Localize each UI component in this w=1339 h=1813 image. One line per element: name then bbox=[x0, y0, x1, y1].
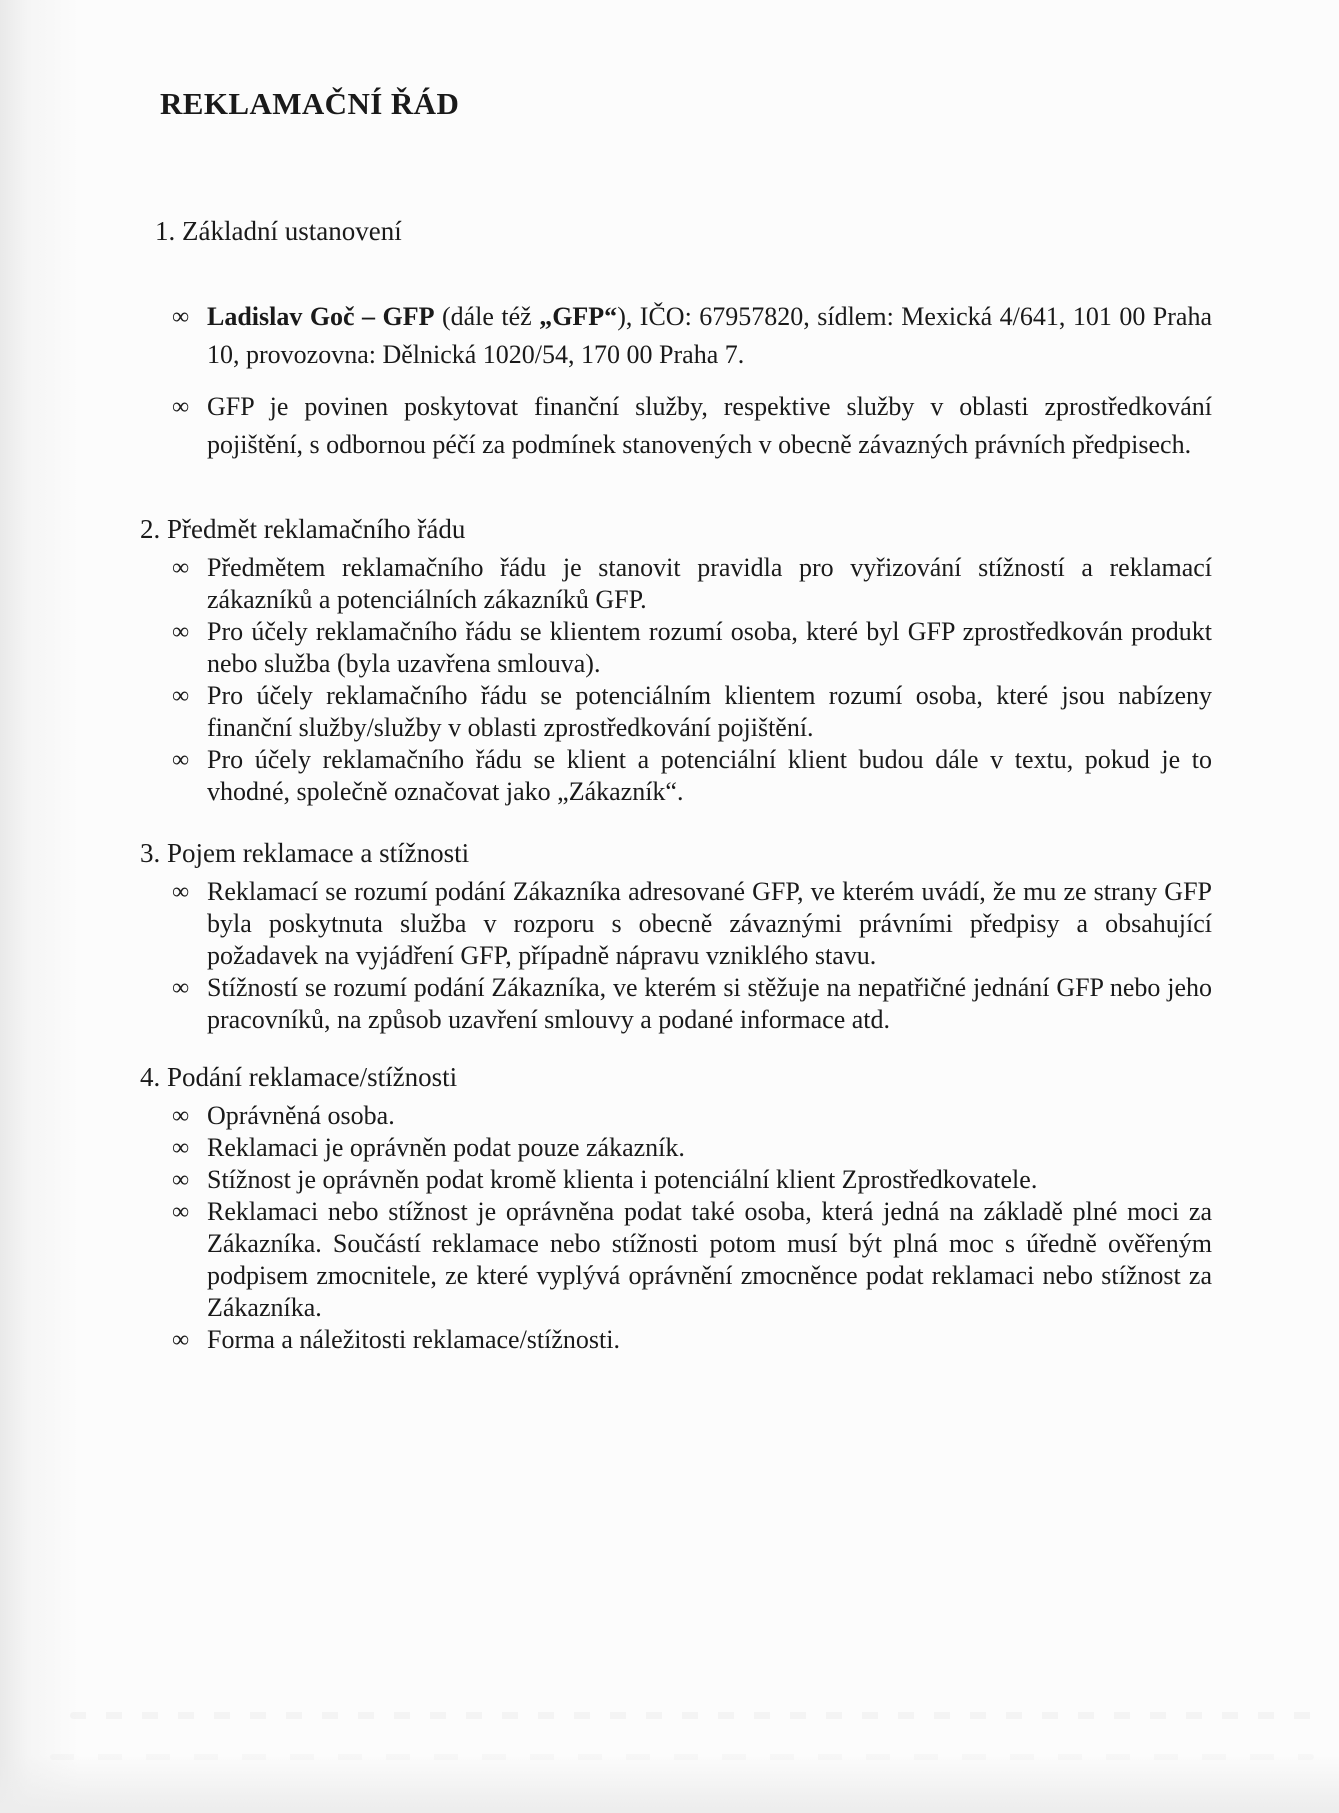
bullet-list bbox=[172, 298, 1339, 464]
list-item bbox=[172, 388, 1339, 464]
bold-text-segment: „GFP“ bbox=[539, 302, 618, 331]
list-item bbox=[172, 972, 1339, 1036]
section bbox=[0, 836, 1339, 1036]
list-item bbox=[172, 616, 1339, 680]
infinity-bullet-icon: ∞ bbox=[172, 1199, 190, 1225]
bullet-list bbox=[172, 1100, 1339, 1356]
bullet-text bbox=[207, 298, 1212, 374]
bullet-text bbox=[207, 1324, 1212, 1356]
infinity-bullet-icon: ∞ bbox=[172, 555, 190, 581]
section bbox=[0, 1060, 1339, 1356]
infinity-bullet-icon: ∞ bbox=[172, 304, 190, 330]
list-item bbox=[172, 298, 1339, 374]
text-segment: Pro účely reklamačního řádu se potenciálním klientem rozumí osoba, které jsou nabízeny finanční služby/služby v oblasti zprostředkování pojištění. bbox=[207, 681, 1212, 742]
section-heading: 2. Předmět reklamačního řádu bbox=[140, 514, 466, 544]
document-body bbox=[0, 214, 1339, 1356]
list-item bbox=[172, 552, 1339, 616]
infinity-bullet-icon: ∞ bbox=[172, 747, 190, 773]
bullet-text bbox=[207, 744, 1212, 808]
bullet-text bbox=[207, 972, 1212, 1036]
list-item bbox=[172, 1100, 1339, 1132]
bullet-text bbox=[207, 1164, 1212, 1196]
section-heading: 3. Pojem reklamace a stížnosti bbox=[140, 838, 470, 868]
bullet-text bbox=[207, 876, 1212, 972]
text-segment: Pro účely reklamačního řádu se klient a potenciální klient budou dále v textu, pokud je to vhodné, společně označovat jako „Zákazník“. bbox=[207, 745, 1212, 806]
infinity-bullet-icon: ∞ bbox=[172, 1167, 190, 1193]
section-heading: 1. Základní ustanovení bbox=[155, 216, 402, 246]
bullet-text bbox=[207, 1132, 1212, 1164]
text-segment: (dále též bbox=[434, 302, 540, 331]
text-segment: GFP je povinen poskytovat finanční služby, respektive služby v oblasti zprostředkování pojištění, s odbornou péčí za podmínek stanovených v obecně závazných právních předpisech. bbox=[207, 392, 1212, 459]
text-segment: Forma a náležitosti reklamace/stížnosti. bbox=[207, 1325, 620, 1354]
infinity-bullet-icon: ∞ bbox=[172, 619, 190, 645]
bullet-text bbox=[207, 680, 1212, 744]
list-item bbox=[172, 1164, 1339, 1196]
infinity-bullet-icon: ∞ bbox=[172, 879, 190, 905]
document-title: REKLAMAČNÍ ŘÁD bbox=[160, 86, 460, 121]
bullet-text bbox=[207, 616, 1212, 680]
list-item bbox=[172, 876, 1339, 972]
infinity-bullet-icon: ∞ bbox=[172, 1103, 190, 1129]
list-item bbox=[172, 744, 1339, 808]
bullet-text bbox=[207, 1100, 1212, 1132]
scan-artifact-row bbox=[50, 1754, 1314, 1760]
list-item bbox=[172, 680, 1339, 744]
text-segment: ), IČO: 67957820, sídlem: Mexická 4/641, 101 00 Praha 10, provozovna: Dělnická 1020/54, 170 00 Praha 7. bbox=[207, 302, 1212, 369]
text-segment: Stížností se rozumí podání Zákazníka, ve kterém si stěžuje na nepatřičné jednání GFP nebo jeho pracovníků, na způsob uzavření smlouvy a podané informace atd. bbox=[207, 973, 1212, 1034]
text-segment: Reklamaci nebo stížnost je oprávněna podat také osoba, která jedná na základě plné moci za Zákazníka. Součástí reklamace nebo stížnosti potom musí být plná moc s úředně ověřeným podpisem zmocnitele, ze které vyplývá oprávnění zmocněnce podat reklamaci nebo stížnost za Zákazníka. bbox=[207, 1197, 1212, 1322]
text-segment: Oprávněná osoba. bbox=[207, 1101, 395, 1130]
infinity-bullet-icon: ∞ bbox=[172, 394, 190, 420]
infinity-bullet-icon: ∞ bbox=[172, 683, 190, 709]
infinity-bullet-icon: ∞ bbox=[172, 1135, 190, 1161]
bold-text-segment: Ladislav Goč – GFP bbox=[207, 302, 435, 331]
bullet-text bbox=[207, 388, 1212, 464]
text-segment: Stížnost je oprávněn podat kromě klienta i potenciální klient Zprostředkovatele. bbox=[207, 1165, 1038, 1194]
text-segment: Předmětem reklamačního řádu je stanovit pravidla pro vyřizování stížností a reklamací zákazníků a potenciálních zákazníků GFP. bbox=[207, 553, 1212, 614]
list-item bbox=[172, 1132, 1339, 1164]
section bbox=[0, 512, 1339, 808]
bullet-list bbox=[172, 552, 1339, 808]
infinity-bullet-icon: ∞ bbox=[172, 975, 190, 1001]
text-segment: Pro účely reklamačního řádu se klientem rozumí osoba, které byl GFP zprostředkován produkt nebo služba (byla uzavřena smlouva). bbox=[207, 617, 1212, 678]
section bbox=[0, 214, 1339, 464]
bullet-text bbox=[207, 1196, 1212, 1324]
scan-artifact-row bbox=[70, 1712, 1314, 1719]
text-segment: Reklamaci je oprávněn podat pouze zákazník. bbox=[207, 1133, 685, 1162]
list-item bbox=[172, 1196, 1339, 1324]
infinity-bullet-icon: ∞ bbox=[172, 1327, 190, 1353]
scan-bottom-edge-shadow bbox=[0, 1755, 1339, 1813]
bullet-list bbox=[172, 876, 1339, 1036]
text-segment: Reklamací se rozumí podání Zákazníka adresované GFP, ve kterém uvádí, že mu ze strany GFP byla poskytnuta služba v rozporu s obecně závaznými právními předpisy a obsahující požadavek na vyjádření GFP, případně nápravu vzniklého stavu. bbox=[207, 877, 1212, 970]
section-heading: 4. Podání reklamace/stížnosti bbox=[140, 1062, 458, 1092]
bullet-text bbox=[207, 552, 1212, 616]
list-item bbox=[172, 1324, 1339, 1356]
